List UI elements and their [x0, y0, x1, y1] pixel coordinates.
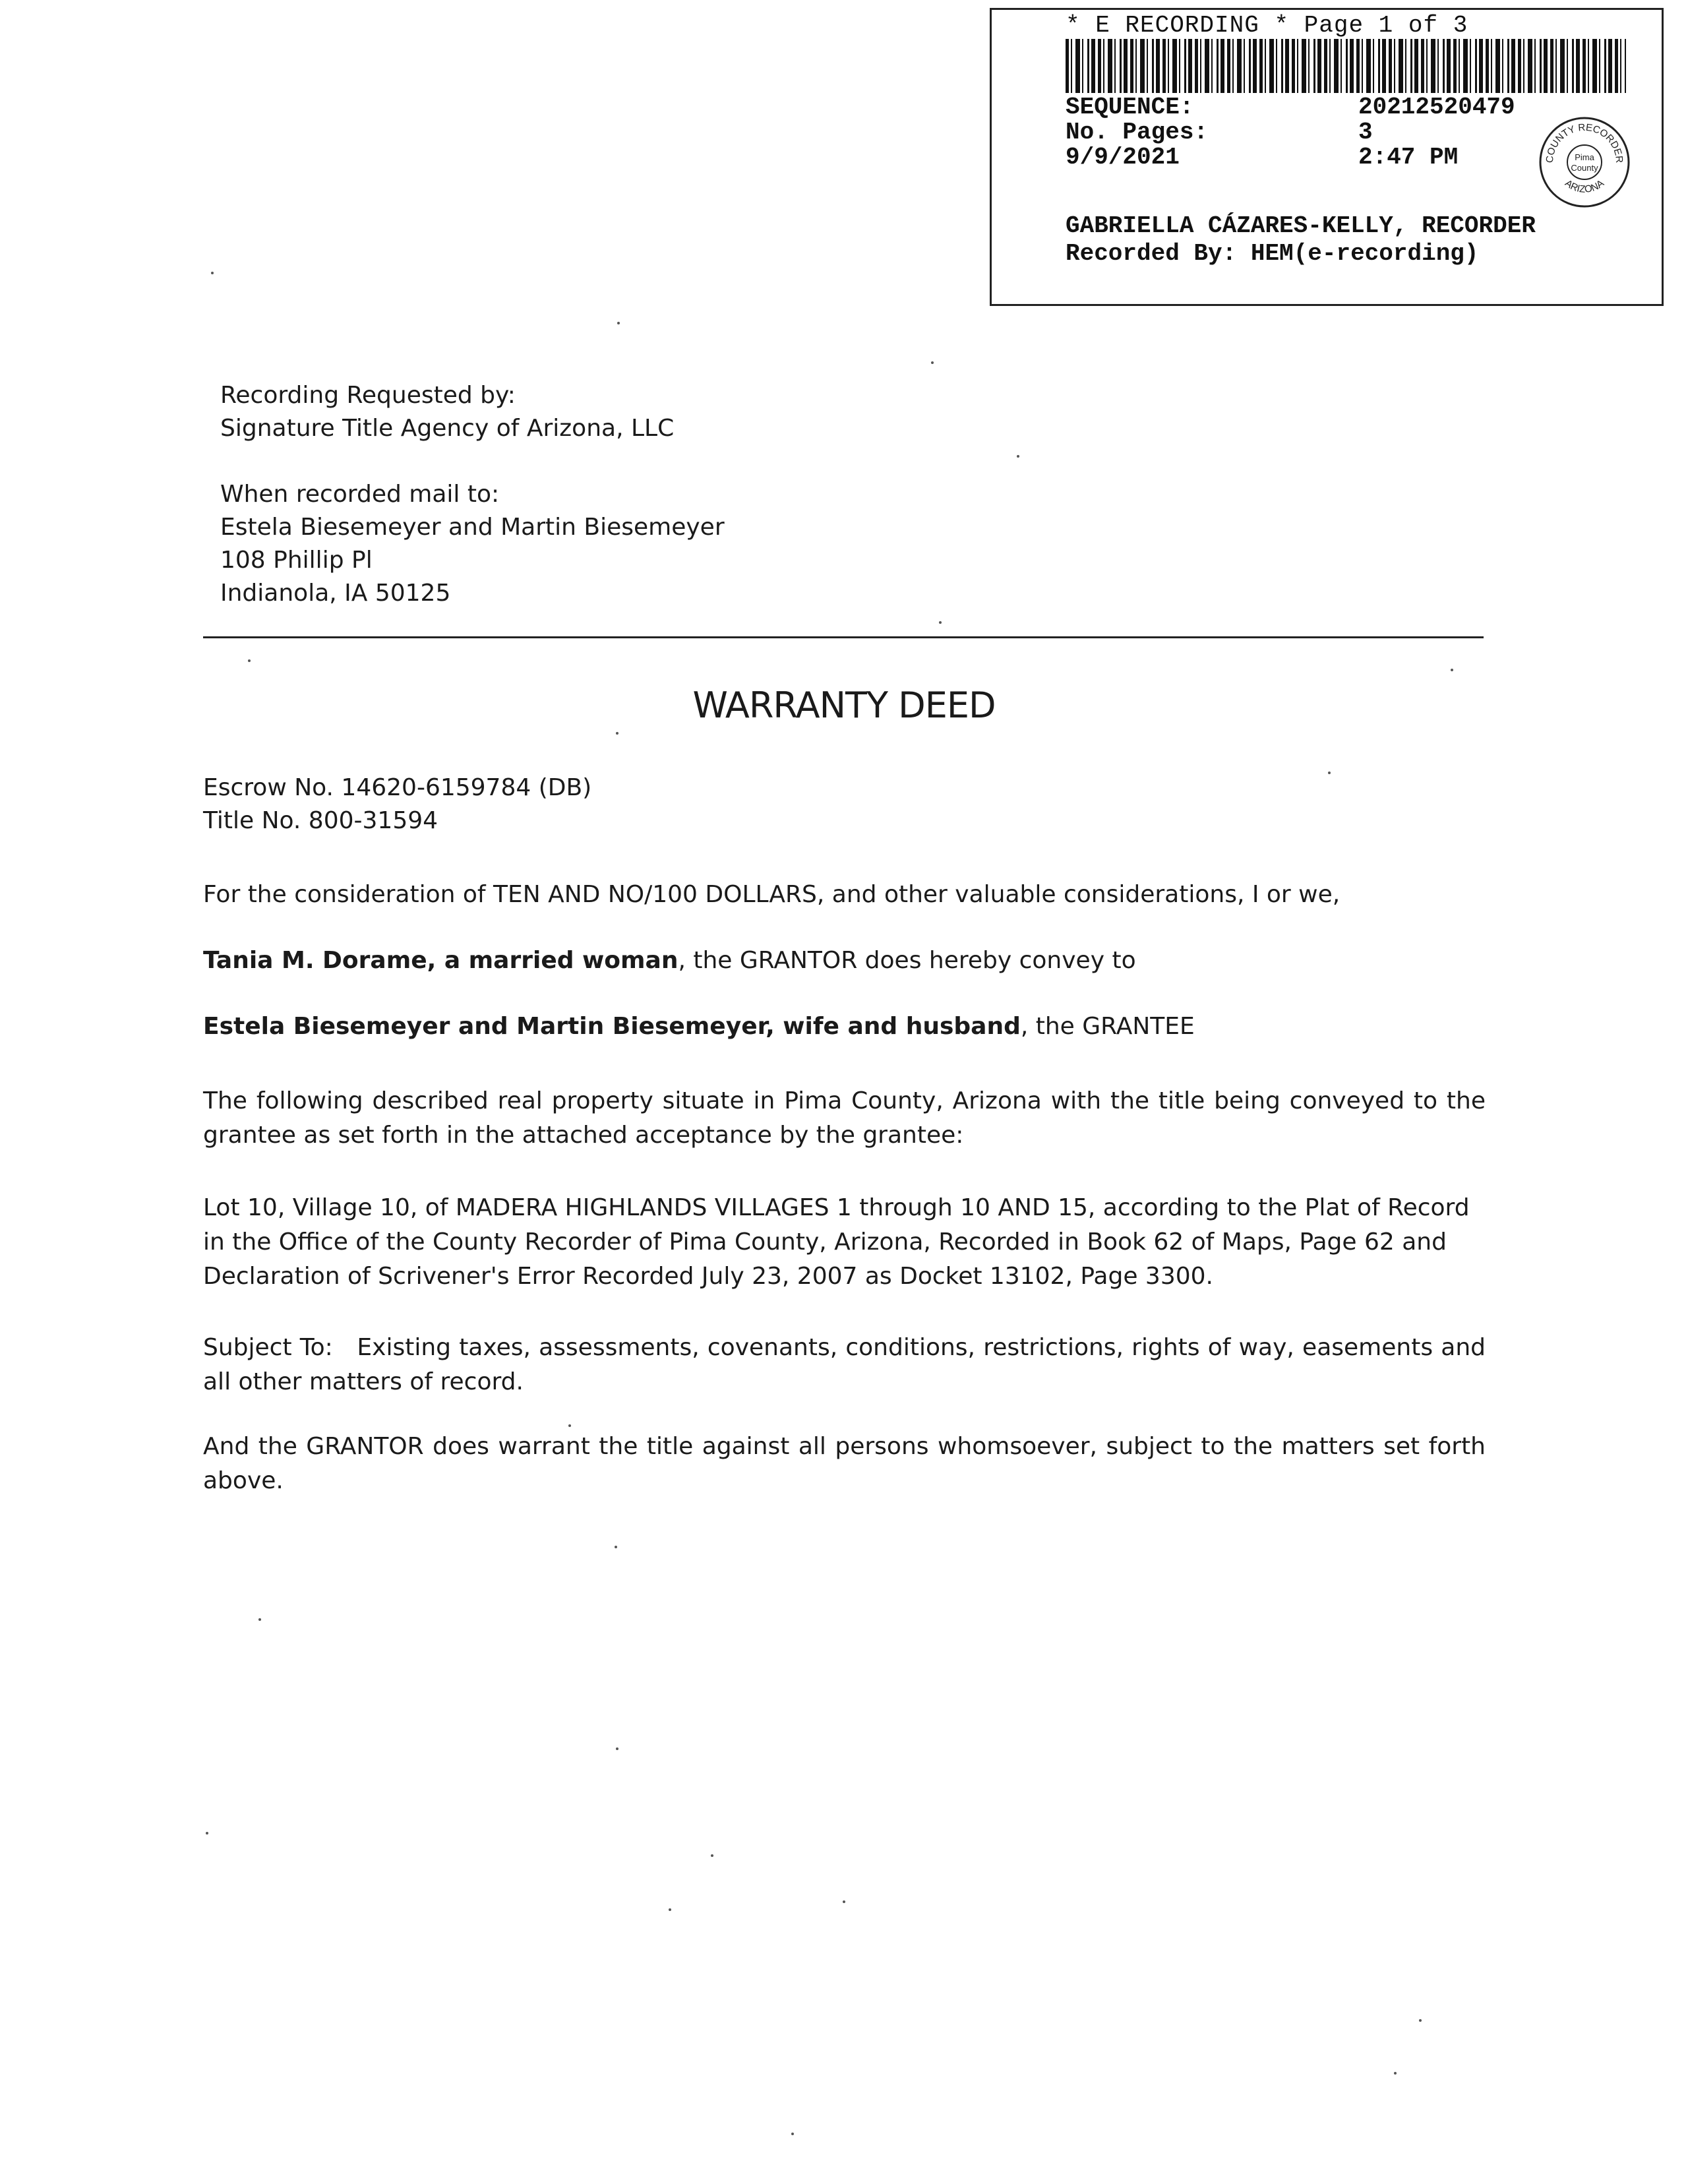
grantee-clause	[203, 1010, 1195, 1043]
document-title: WARRANTY DEED	[692, 684, 996, 726]
subject-to-paragraph	[203, 1331, 1486, 1399]
recorder-name: GABRIELLA CÁZARES-KELLY, RECORDER	[1066, 212, 1536, 239]
grantor-name: Tania M. Dorame, a married woman	[203, 947, 678, 974]
warranty-clause: And the GRANTOR does warrant the title against all persons whomsoever, subject to the matters set forth above.	[203, 1433, 1486, 1494]
scan-speck	[1419, 2019, 1422, 2022]
separator-rule	[203, 636, 1484, 638]
pages-value: 3	[1358, 119, 1373, 146]
scan-speck	[939, 621, 942, 624]
recording-stamp	[990, 8, 1664, 306]
property-paragraph: The following described real property situate in Pima County, Arizona with the title being conveyed to the grantee as set forth in the attached acceptance by the grantee:	[203, 1087, 1486, 1149]
recording-date: 9/9/2021	[1066, 144, 1180, 171]
grantee-text: , the GRANTEE	[1020, 1013, 1195, 1040]
scan-speck	[669, 1908, 671, 1911]
scan-speck	[258, 1618, 261, 1621]
scan-speck	[616, 732, 618, 735]
scan-speck	[248, 659, 251, 662]
pages-label: No. Pages:	[1066, 119, 1209, 146]
scan-speck	[206, 1832, 208, 1835]
scan-speck	[1328, 772, 1331, 774]
recording-requested-agency: Signature Title Agency of Arizona, LLC	[220, 415, 675, 442]
subject-to-text: Existing taxes, assessments, covenants, conditions, restrictions, rights of way, easements and all other matters of record.	[203, 1334, 1486, 1395]
scan-speck	[791, 2133, 794, 2135]
mail-to-name: Estela Biesemeyer and Martin Biesemeyer	[220, 514, 725, 541]
seal-center-line-2: County	[1571, 163, 1598, 173]
scan-speck	[615, 1546, 617, 1548]
consideration-clause: For the consideration of TEN AND NO/100 DOLLARS, and other valuable considerations, I or we,	[203, 881, 1341, 908]
scan-speck	[931, 361, 934, 364]
recorded-by: Recorded By: HEM(e-recording)	[1066, 240, 1479, 267]
svg-text:ARIZONA	[1563, 177, 1606, 195]
mail-to-street: 108 Phillip Pl	[220, 547, 373, 574]
scan-speck	[617, 322, 620, 324]
scan-speck	[843, 1900, 845, 1903]
title-number: Title No. 800-31594	[203, 807, 438, 834]
recording-time: 2:47 PM	[1358, 144, 1459, 171]
legal-description: Lot 10, Village 10, of MADERA HIGHLANDS VILLAGES 1 through 10 AND 15, according to the Plat of Record in the Office of the County Recorder of Pima County, Arizona, Recorded in Book 62 of Maps, Page 62 and Declaration of Scrivener's Error Recorded July 23, 2007 as Docket 13102, Page 3300.	[203, 1194, 1470, 1290]
barcode	[1066, 39, 1626, 93]
seal-top-text: COUNTY RECORDER	[1544, 121, 1625, 164]
scan-speck	[711, 1854, 713, 1857]
scan-speck	[211, 272, 214, 274]
seal-bottom-text: ARIZONA	[1563, 177, 1606, 196]
sequence-value: 20212520479	[1358, 94, 1515, 121]
sequence-label: SEQUENCE:	[1066, 94, 1194, 121]
recording-header: * E RECORDING * Page 1 of 3	[1066, 12, 1468, 39]
county-seal-icon	[1538, 115, 1631, 209]
mail-to-label: When recorded mail to:	[220, 481, 500, 508]
seal-center-line-1: Pima	[1575, 152, 1594, 162]
recording-requested-label: Recording Requested by:	[220, 382, 516, 409]
escrow-number: Escrow No. 14620-6159784 (DB)	[203, 774, 592, 801]
grantor-text: , the GRANTOR does hereby convey to	[678, 947, 1136, 974]
grantor-clause	[203, 944, 1136, 977]
scan-speck	[1451, 669, 1453, 671]
subject-to-label: Subject To:	[203, 1334, 333, 1361]
scan-speck	[1394, 2072, 1397, 2075]
mail-to-city: Indianola, IA 50125	[220, 580, 451, 607]
scan-speck	[568, 1424, 571, 1427]
scan-speck	[1017, 455, 1019, 458]
grantee-name: Estela Biesemeyer and Martin Biesemeyer, wife and husband	[203, 1013, 1021, 1040]
scan-speck	[616, 1747, 618, 1750]
